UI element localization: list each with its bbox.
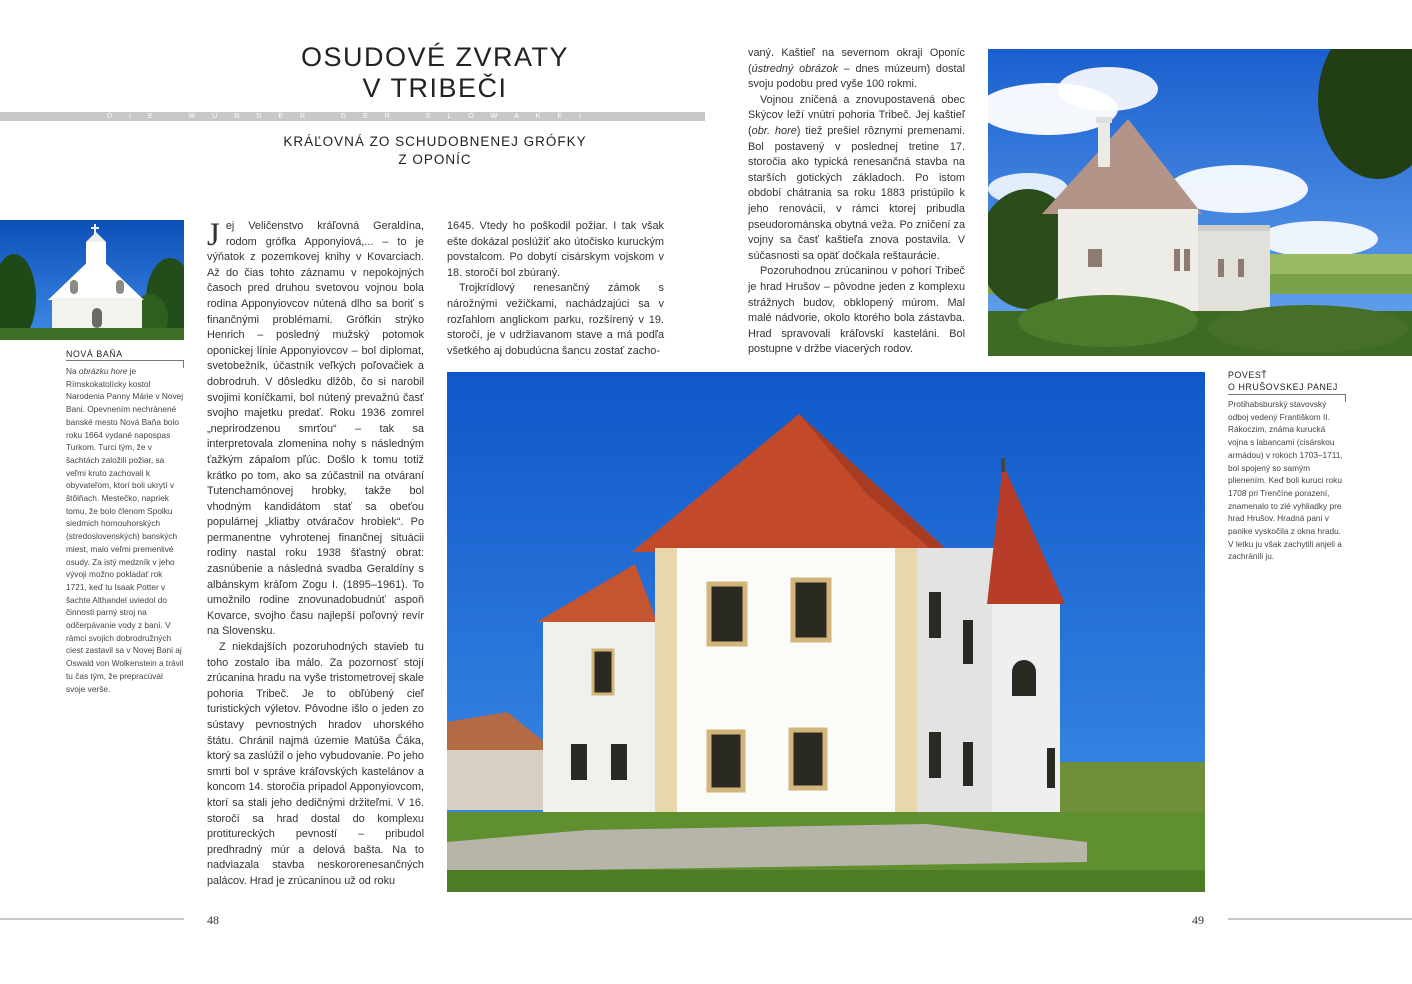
title-line-2: V TRIBEČI [362, 73, 508, 103]
footer-rule-left [0, 918, 184, 920]
title-bar-text: DIE WUNDER DER SLOWAKEI [106, 113, 599, 120]
caption-title: NOVÁ BAŇA [66, 349, 123, 359]
manor-photo-main [447, 372, 1205, 892]
subtitle-line-1: KRÁĽOVNÁ ZO SCHUDOBNENEJ GRÓFKY [283, 134, 587, 149]
paragraph: Jej Veličenstvo kráľovná Geraldína, rodom grófka Apponyiová,... – to je výňatok z pozemkovej knihy v Kovarciach. Až do čias tohto záznamu v nepokojných časoch pred druhou svetovou vojnou bola rodina Apponyiovcov nútená dlho sa boriť s finančnými problémami. Grófkin strýko Henrich – posledný mužský potomok oponickej línie Apponyiovcov – bol diplomat, svetobežník, účastník veľkých poľovačiek a dobrodruh. V dôsledku dlžôb, čo si narobil svojimi koníčkami, bol nútený prevažnú časť svojho majetku predať. Roku 1936 zomrel „neprirodzenou smrťou“ – tak sa interpretovala zlomenina nohy s následným ťažkým zápalom pľúc. Došlo k tomu totiž krátko po tom, ako sa zúčastnil na otváraní Tutenchamónovej hrobky, takže bol vhodným kandidátom stať sa obeťou populárnej „kliatby otváračov hrobiek“. Po permanentne vyhrotenej finančnej situácii rodiny nastal roku 1938 šťastný obrat: zasnúbenie a následná svadba Geraldíny s albánskym kráľom Zogu I. (1895–1961). To umožnilo rodine znovunadobudnúť aspoň Kovarce, svojho času najlepší poľovný revír na Slovensku. [207, 217, 424, 638]
page-number-right: 49 [1192, 913, 1204, 927]
caption-rule [1228, 394, 1346, 395]
subtitle-line-2: Z OPONÍC [398, 152, 472, 167]
text-column-3 [748, 46, 965, 358]
church-photo [0, 220, 184, 340]
text-column-2 [447, 219, 664, 359]
footer-rule-right [1228, 918, 1412, 920]
paragraph: 1645. Vtedy ho poškodil požiar. I tak však ešte dokázal poslúžiť ako útočisko kuruckým povstalcom. Po dobytí cisárskym vojskom v 18. storočí bol zbúraný. [447, 220, 664, 279]
paragraph: Pozoruhodnou zrúcaninou v pohorí Tribeč je hrad Hrušov – pôvodne jeden z komplexu strážnych budov, obklopený múrom. Mal malé nádvorie, okolo ktorého bola zástavba. Hrad spravovali kráľovskí kasteláni. Bol postupne v držbe viacerých rodov. [748, 265, 965, 356]
page-number-left: 48 [207, 913, 219, 927]
paragraph: Z niekdajších pozoruhodných stavieb tu toho zostalo iba málo. Za pozornosť stojí zrúcanina hradu na vyše tristometrovej skale pohoria Tribeč. Je to obľúbený cieľ turistických výletov. Pôvodne išlo o jeden zo sústavy pevnostných hradov uhorského štátu. Chránil najmä územie Matúša Čáka, ktorý sa zaslúžil o jeho vybudovanie. Po jeho smrti bol v správe kráľovských kastelánov a koncom 14. storočia pripadol Apponyiovcom, ktorí sa stali jeho dedičnými držiteľmi. V 16. storočí sa hrad dostal do komplexu protitureckých pevností – pribudol predhradný múr a delová bašta. Na to nadviazala stavba neskororenesančných palácov. Hrad je zrúcaninou už od roku [207, 641, 424, 887]
caption-nova-bana [66, 348, 184, 695]
title-line-1: OSUDOVÉ ZVRATY [300, 42, 570, 72]
caption-rule-tick [183, 360, 184, 368]
caption-hrusov-legend [1228, 369, 1346, 563]
text-column-1 [207, 219, 424, 890]
drop-cap: J [207, 217, 220, 253]
caption-rule [66, 360, 184, 361]
caption-text: Na obrázku hore je Rímskokatolícky kostol Narodenia Panny Márie v Novej Bani. Opevnením nechránené banské mesto Nová Baňa bolo roku 1664 vydané napospas Turkom. Turci tým, že v šachtách založili požiar, sa veľmi kruto zachovali k obyvateľom, ktorí boli ukrytí v štôlňach. Mestečko, napriek tomu, že bolo členom Spolku siedmich hornouhorských (stredoslovenských) banských miest, malo veľmi premenlivé osudy. Za istý medzník v jeho vývoji možno pokladať rok 1721, keď tu Isaak Potter v šachte Althandel uviedol do činnosti parný stroj na odčerpávanie vody z baní. V rámci svojich dobrodružných ciest zastavil sa v Novej Bani aj Oswald von Wolkenstein a trávil tu čas tým, že prepracúval svoje verše. [66, 366, 184, 694]
page-title [230, 42, 640, 104]
caption-text: Protihabsburský stavovský odboj vedený Františkom II. Rákoczim, známa kurucká vojna s labancami (cisárskou armádou) v rokoch 1703–1711, bol spojený so samým plienením. Keď boli kuruci roku 1708 pri Trenčíne porazení, znamenalo to zlé vyhliadky pre hrad Hrušov. Hradná pani v panike vyskočila z okna hradu. V letku ju však zachytili anjeli a zachránili ju. [1228, 399, 1343, 562]
subtitle [230, 133, 640, 169]
paragraph: vaný. Kaštieľ na severnom okraji Oponíc (ústredný obrázok – dnes múzeum) dostal svoju podobu pred vyše 100 rokmi. [748, 47, 965, 91]
caption-title: POVESŤ O HRUŠOVSKEJ PANEJ [1228, 370, 1338, 392]
title-bar [0, 112, 705, 121]
paragraph: Vojnou zničená a znovupostavená obec Skýcov leží vnútri pohoria Tribeč. Jej kaštieľ (obr. hore) tiež prešiel rôznymi premenami. Bol postavený v poslednej tretine 17. storočia ako typická renesančná stavba na starších gotických základoch. Po istom období chátrania sa roku 1883 pristúpilo k jeho renovácii, v rámci ktorej pribudla pseudorománska obytná veža. Po zničení za vojny sa časť kaštieľa znova postavila. V súčasnosti sa opäť dočkala reštaurácie. [748, 93, 966, 262]
manor-photo-top [988, 49, 1412, 356]
paragraph: Trojkrídlový renesančný zámok s nárožnými vežičkami, nachádzajúci sa v rozľahlom anglickom parku, rozšírený v 19. storočí, je v udržiavanom stave a má podľa všetkého aj dobudúcna šancu zostať zacho- [447, 282, 664, 357]
caption-rule-tick [1345, 394, 1346, 402]
